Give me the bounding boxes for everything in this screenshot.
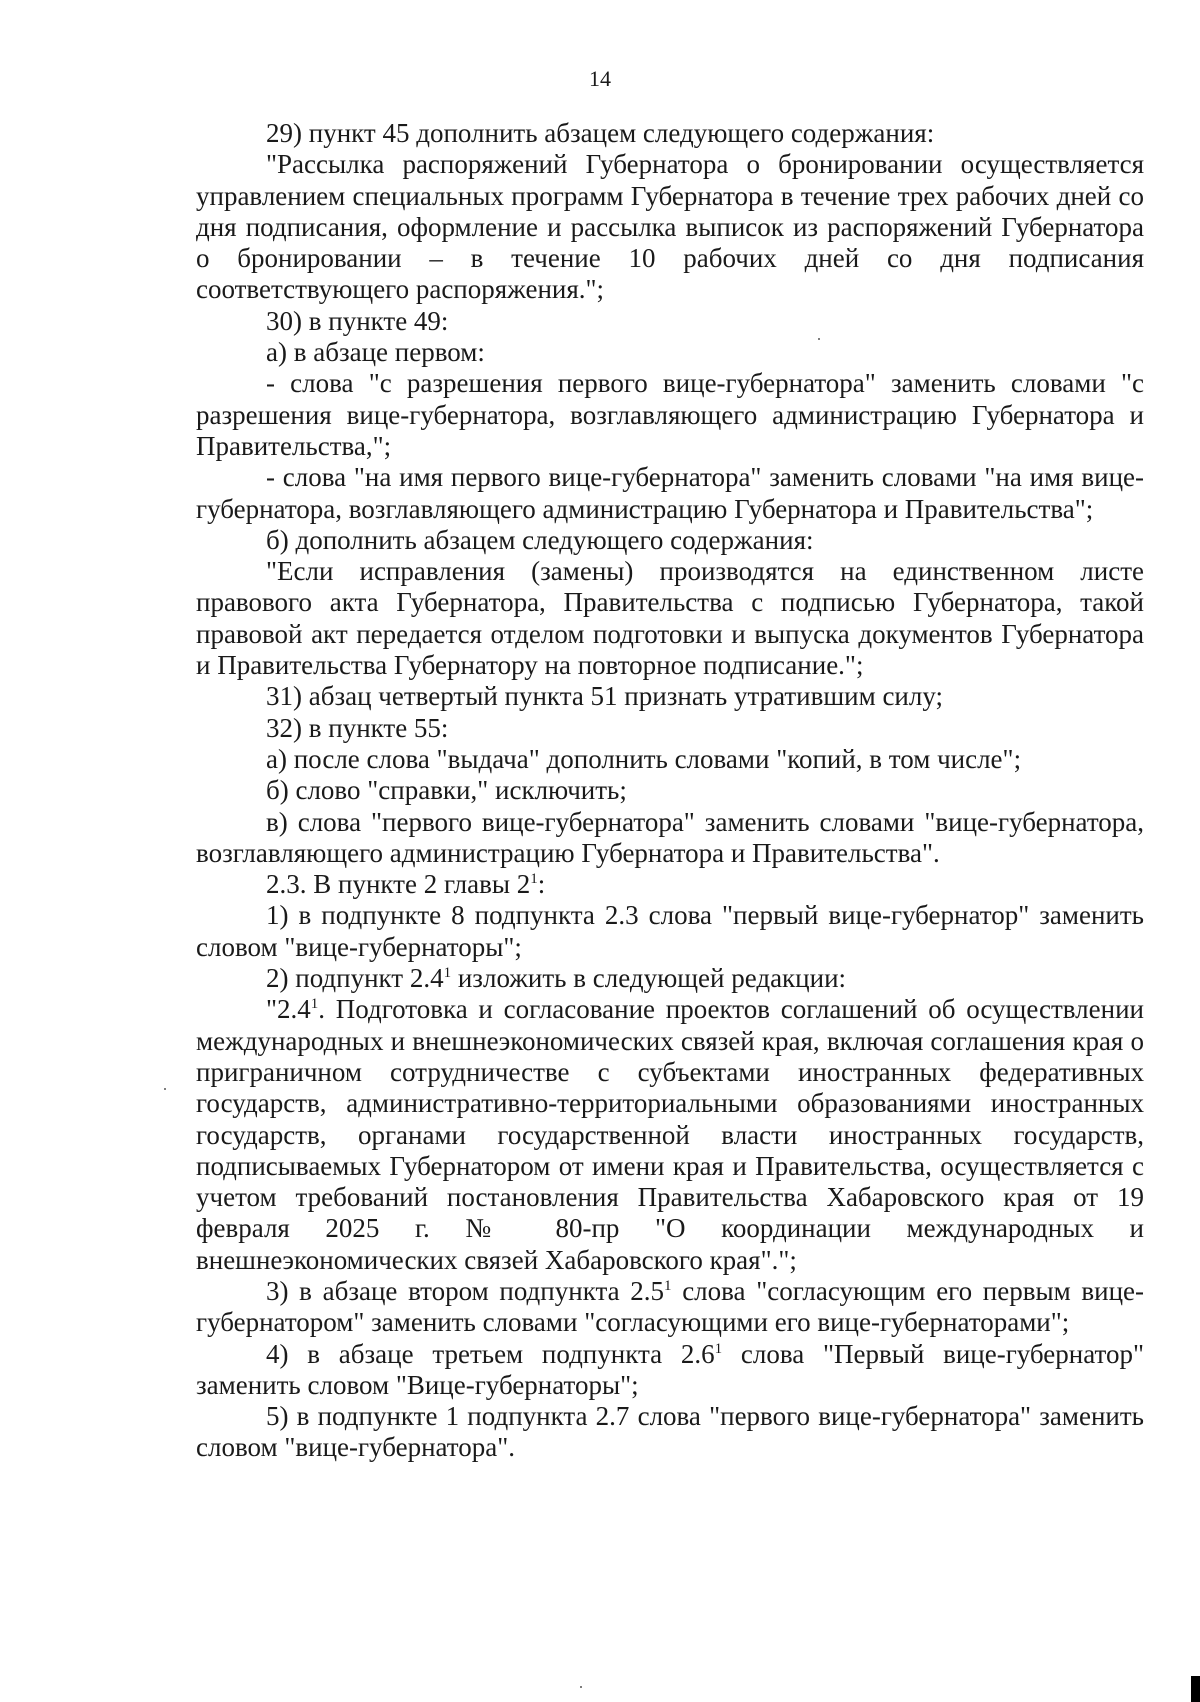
paragraph-32b: б) слово "справки," исключить; <box>266 775 627 806</box>
paragraph-2-3-4: 4) в абзаце третьем подпункта $2.6^1$ слова "Первый вице-губернатор" заменить словом "Вице-губернаторы"; <box>196 1338 1144 1400</box>
scan-speck <box>818 338 820 340</box>
paragraph-2-3-5: 5) в подпункте 1 подпункта 2.7 слова "первого вице-губернатора" заменить словом "вице-губернатора". <box>196 1401 1144 1463</box>
paragraph-32: 32) в пункте 55: <box>266 712 449 743</box>
paragraph-quote-2-4: "$2.4^1$. Подготовка и согласование проектов соглашений об осуществлении международных и внешнеэкономических связей края, включая соглашения края о приграничном сотрудничестве с субъектами иностранных федеративных государств, административно-территориальными образованиями иностранных государств, органами государственной власти иностранных государств, подписываемых Губернатором от имени края и Правительства, осуществляется с учетом требований постановления Правительства Хабаровского края от 19 февраля 2025 г. № 80-пр "О координации международных и внешнеэкономических связей Хабаровского края"."; <box>196 994 1144 1275</box>
document-body <box>196 118 1144 1464</box>
paragraph-2-3-3: 3) в абзаце втором подпункта $2.5^1$ слова "согласующим его первым вице-губернатором" заменить словами "согласующими его вице-губернаторами"; <box>196 1275 1144 1338</box>
paragraph-29: 29) пункт 45 дополнить абзацем следующего содержания: <box>266 118 935 148</box>
scan-speck <box>164 1088 166 1090</box>
paragraph-31: 31) абзац четвертый пункта 51 признать утратившим силу; <box>266 681 944 712</box>
paragraph-30a: а) в абзаце первом: <box>266 337 485 368</box>
paragraph-quote-mailing: "Рассылка распоряжений Губернатора о бронировании осуществляется управлением специальных программ Губернатора в течение трех рабочих дней со дня подписания, оформление и рассылка выписок из распоряжений Губернатора о бронировании – в течение 10 рабочих дней со дня подписания соответствующего распоряжения."; <box>196 149 1144 305</box>
paragraph-2-3: 2.3. В пункте 2 главы $2^1$: <box>266 869 546 900</box>
page-number: 14 <box>589 66 611 91</box>
paragraph-quote-corrections: "Если исправления (замены) производятся на единственном листе правового акта Губернатора, Правительства с подписью Губернатора, такой правовой акт передается отделом подготовки и выпуска документов Губернатора и Правительства Губернатору на повторное подписание."; <box>196 556 1144 681</box>
superscript: 1 <box>714 1340 723 1357</box>
paragraph-2-3-2: 2) подпункт $2.4^1$ изложить в следующей редакции: <box>266 963 847 994</box>
paragraph-2-3-1: 1) в подпункте 8 подпункта 2.3 слова "первый вице-губернатор" заменить словом "вице-губернаторы"; <box>196 900 1144 962</box>
paragraph-30a-2: - слова "на имя первого вице-губернатора" заменить словами "на имя вице-губернатора, возглавляющего администрацию Губернатора и Правительства"; <box>196 462 1144 524</box>
paragraph-30a-1: - слова "с разрешения первого вице-губернатора" заменить словами "с разрешения вице-губернатора, возглавляющего администрацию Губернатора и Правительства,"; <box>196 368 1144 461</box>
paragraph-30: 30) в пункте 49: <box>266 305 449 336</box>
superscript: 1 <box>310 996 319 1013</box>
scan-speck <box>580 1686 582 1688</box>
paragraph-32v: в) слова "первого вице-губернатора" заменить словами "вице-губернатора, возглавляющего администрацию Губернатора и Правительства". <box>196 806 1144 868</box>
paragraph-32a: а) после слова "выдача" дополнить словами "копий, в том числе"; <box>266 743 1022 774</box>
paragraph-30b: б) дополнить абзацем следующего содержания: <box>266 524 814 555</box>
superscript: 1 <box>530 871 538 888</box>
superscript: 1 <box>443 965 452 982</box>
superscript: 1 <box>664 1277 672 1294</box>
scan-edge-mark <box>1191 1676 1200 1702</box>
